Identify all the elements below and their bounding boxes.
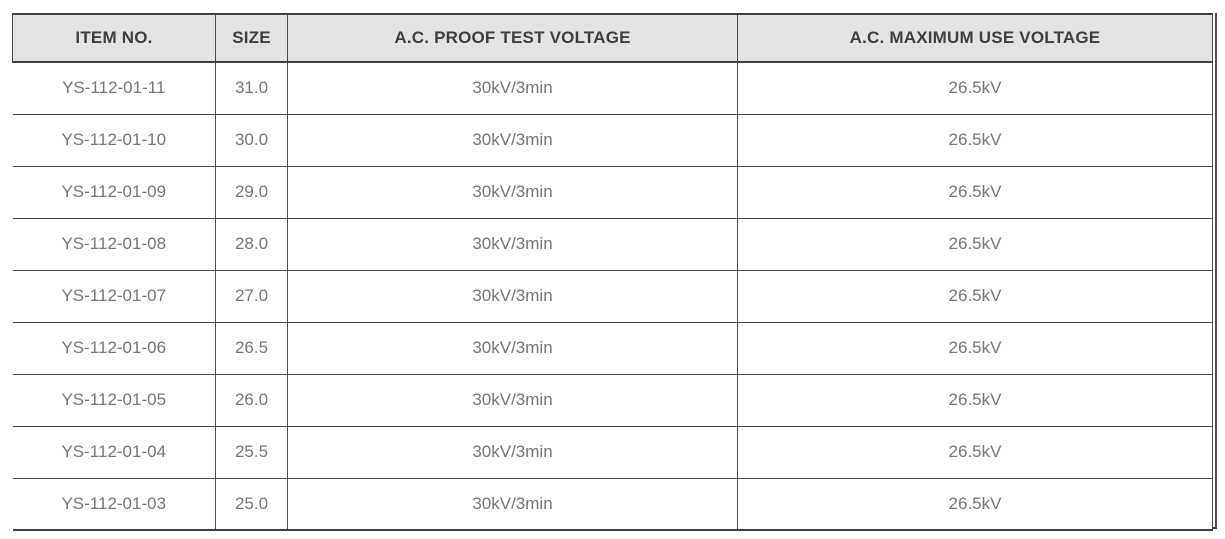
cell-item-no: YS-112-01-05 [13,374,216,426]
cell-proof-voltage: 30kV/3min [288,426,738,478]
cell-proof-voltage: 30kV/3min [288,218,738,270]
cell-item-no: YS-112-01-07 [13,270,216,322]
cell-proof-voltage: 30kV/3min [288,62,738,114]
spec-table [12,13,1213,531]
header-cell-size: SIZE [216,14,288,62]
cell-max-voltage: 26.5kV [738,62,1213,114]
cell-max-voltage: 26.5kV [738,322,1213,374]
header-cell-item-no: ITEM NO. [13,14,216,62]
cell-max-voltage: 26.5kV [738,218,1213,270]
cell-size: 30.0 [216,114,288,166]
cell-max-voltage: 26.5kV [738,426,1213,478]
cell-size: 25.0 [216,478,288,530]
cell-proof-voltage: 30kV/3min [288,114,738,166]
table-row [13,426,1213,478]
table-row [13,374,1213,426]
table-row [13,270,1213,322]
cell-max-voltage: 26.5kV [738,166,1213,218]
table-row [13,322,1213,374]
cell-size: 26.0 [216,374,288,426]
cell-item-no: YS-112-01-09 [13,166,216,218]
cell-size: 25.5 [216,426,288,478]
table-outer-right-border [1215,13,1217,529]
cell-size: 27.0 [216,270,288,322]
cell-proof-voltage: 30kV/3min [288,270,738,322]
cell-item-no: YS-112-01-11 [13,62,216,114]
cell-proof-voltage: 30kV/3min [288,166,738,218]
cell-item-no: YS-112-01-08 [13,218,216,270]
cell-proof-voltage: 30kV/3min [288,374,738,426]
cell-item-no: YS-112-01-10 [13,114,216,166]
cell-max-voltage: 26.5kV [738,478,1213,530]
header-row [13,14,1213,62]
table-row [13,478,1213,530]
cell-item-no: YS-112-01-03 [13,478,216,530]
cell-size: 31.0 [216,62,288,114]
table-row [13,218,1213,270]
cell-max-voltage: 26.5kV [738,114,1213,166]
table-row [13,62,1213,114]
cell-size: 29.0 [216,166,288,218]
cell-size: 28.0 [216,218,288,270]
header-cell-ac-proof-test-voltage: A.C. PROOF TEST VOLTAGE [288,14,738,62]
cell-proof-voltage: 30kV/3min [288,478,738,530]
cell-max-voltage: 26.5kV [738,374,1213,426]
table-row [13,114,1213,166]
cell-size: 26.5 [216,322,288,374]
cell-item-no: YS-112-01-06 [13,322,216,374]
header-cell-ac-maximum-use-voltage: A.C. MAXIMUM USE VOLTAGE [738,14,1213,62]
table-bottom-border-extension [1212,527,1217,529]
cell-max-voltage: 26.5kV [738,270,1213,322]
cell-item-no: YS-112-01-04 [13,426,216,478]
table-row [13,166,1213,218]
cell-proof-voltage: 30kV/3min [288,322,738,374]
